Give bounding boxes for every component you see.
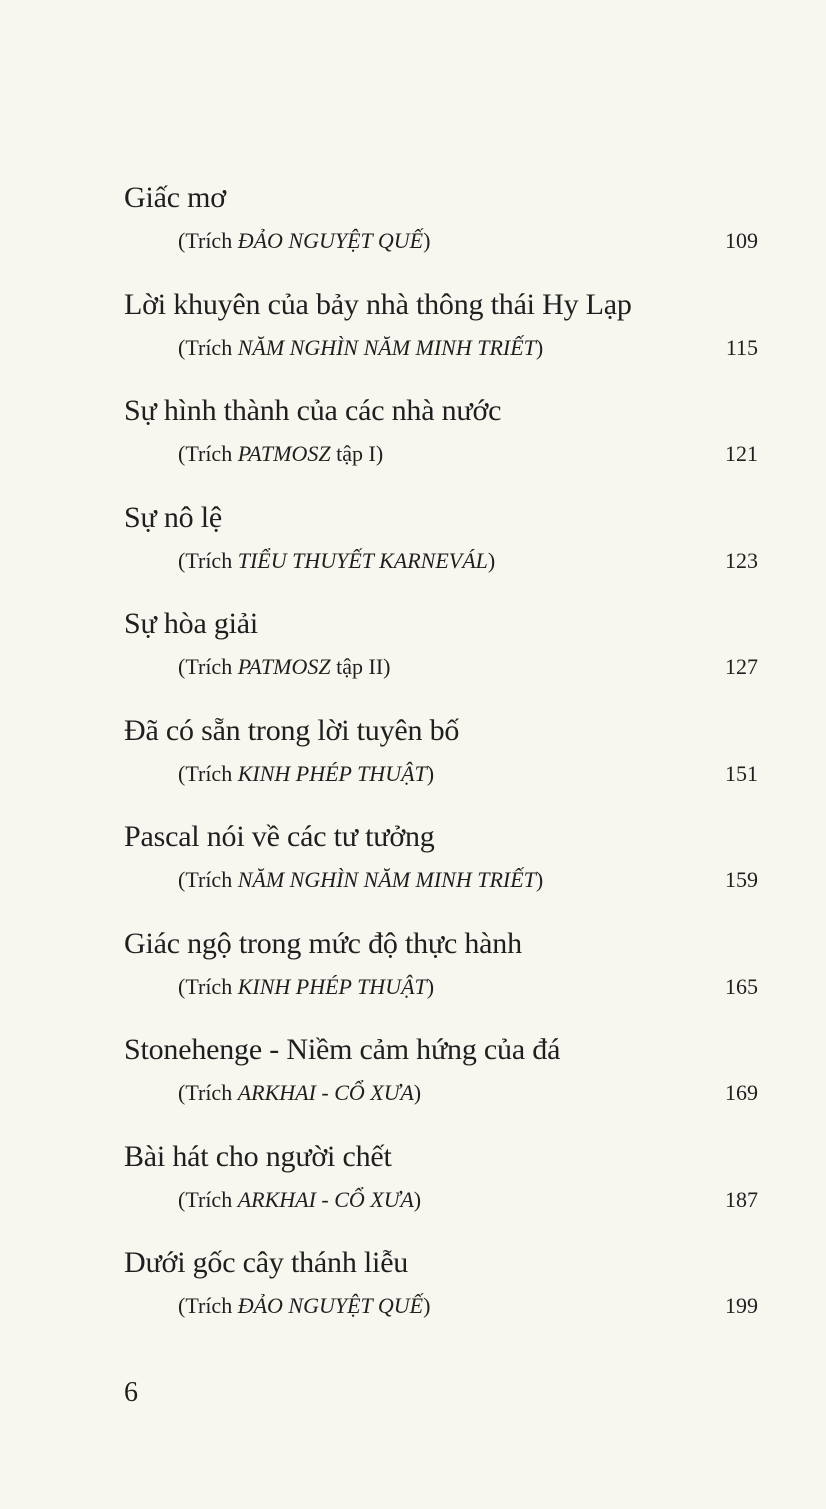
source-suffix: )	[487, 547, 496, 573]
source-prefix: (Trích	[178, 547, 238, 573]
source-book-title: NĂM NGHÌN NĂM MINH TRIẾT	[237, 867, 536, 892]
entry-page-number: 169	[725, 1080, 758, 1105]
table-of-contents	[0, 180, 826, 1352]
entry-page-number: 115	[725, 334, 758, 360]
source-book-title: TIỂU THUYẾT KARNEVÁL	[237, 547, 488, 573]
source-prefix: (Trích	[178, 441, 238, 466]
source-suffix: )	[535, 867, 544, 892]
source-book-title: ĐẢO NGUYỆT QUẾ	[237, 228, 424, 253]
source-suffix: )	[535, 334, 544, 360]
entry-title: Sự hòa giải	[124, 607, 259, 640]
entry-title: Giấc mơ	[124, 181, 226, 214]
toc-entry	[0, 180, 826, 287]
toc-entry	[0, 287, 826, 394]
source-book-title: ARKHAI - CỔ XƯA	[237, 1080, 414, 1105]
entry-title: Bài hát cho người chết	[124, 1139, 392, 1173]
entry-title: Sự nô lệ	[124, 500, 222, 534]
entry-source	[178, 760, 434, 788]
entry-page-number: 151	[725, 760, 758, 786]
source-book-title: PATMOSZ	[237, 441, 331, 466]
source-book-title: PATMOSZ	[237, 654, 331, 679]
source-prefix: (Trích	[178, 1293, 238, 1318]
source-suffix: )	[413, 1186, 422, 1212]
entry-page-number: 109	[725, 228, 758, 253]
entry-source	[178, 866, 543, 894]
entry-source	[178, 1186, 421, 1214]
source-suffix: )	[423, 228, 431, 253]
entry-page-number: 165	[725, 973, 758, 999]
source-prefix: (Trích	[178, 654, 238, 679]
toc-entry	[0, 393, 826, 500]
entry-page-number: 199	[725, 1293, 758, 1318]
source-book-title: KINH PHÉP THUẬT	[237, 760, 427, 786]
entry-title: Lời khuyên của bảy nhà thông thái Hy Lạp	[124, 287, 632, 321]
source-book-title: ARKHAI - CỔ XƯA	[237, 1186, 414, 1212]
source-prefix: (Trích	[178, 1186, 238, 1212]
source-prefix: (Trích	[178, 760, 238, 786]
page-number: 6	[124, 1377, 138, 1408]
toc-entry	[0, 1245, 826, 1352]
entry-title: Stonehenge - Niềm cảm hứng của đá	[124, 1033, 561, 1066]
source-book-title: ĐẢO NGUYỆT QUẾ	[237, 1293, 424, 1318]
entry-source	[178, 1292, 430, 1320]
entry-source	[178, 1079, 421, 1107]
entry-title: Sự hình thành của các nhà nước	[124, 394, 502, 427]
toc-entry	[0, 713, 826, 820]
entry-source	[178, 334, 543, 362]
toc-entry	[0, 926, 826, 1033]
source-suffix: tập I)	[330, 441, 384, 466]
source-prefix: (Trích	[178, 973, 238, 999]
entry-page-number: 123	[725, 547, 758, 573]
source-suffix: )	[413, 1080, 422, 1105]
entry-page-number: 159	[725, 867, 758, 892]
toc-entry	[0, 1032, 826, 1139]
entry-title: Pascal nói về các tư tưởng	[124, 820, 435, 853]
source-book-title: NĂM NGHÌN NĂM MINH TRIẾT	[237, 334, 536, 360]
entry-source	[178, 227, 430, 255]
entry-page-number: 121	[725, 441, 758, 466]
source-suffix: )	[423, 1293, 431, 1318]
entry-title: Đã có sẵn trong lời tuyên bố	[124, 713, 460, 747]
source-suffix: )	[426, 973, 435, 999]
source-prefix: (Trích	[178, 1080, 238, 1105]
source-book-title: KINH PHÉP THUẬT	[237, 973, 427, 999]
entry-page-number: 187	[725, 1186, 758, 1212]
source-prefix: (Trích	[178, 228, 238, 253]
entry-source	[178, 547, 495, 575]
source-suffix: tập II)	[330, 654, 391, 679]
source-suffix: )	[426, 760, 435, 786]
toc-entry	[0, 500, 826, 607]
entry-page-number: 127	[725, 654, 758, 679]
source-prefix: (Trích	[178, 867, 238, 892]
entry-source	[178, 973, 434, 1001]
entry-source	[178, 440, 383, 468]
entry-source	[178, 653, 390, 681]
entry-title: Giác ngộ trong mức độ thực hành	[124, 926, 522, 960]
toc-entry	[0, 606, 826, 713]
source-prefix: (Trích	[178, 334, 238, 360]
entry-title: Dưới gốc cây thánh liễu	[124, 1246, 409, 1279]
toc-entry	[0, 819, 826, 926]
toc-entry	[0, 1139, 826, 1246]
